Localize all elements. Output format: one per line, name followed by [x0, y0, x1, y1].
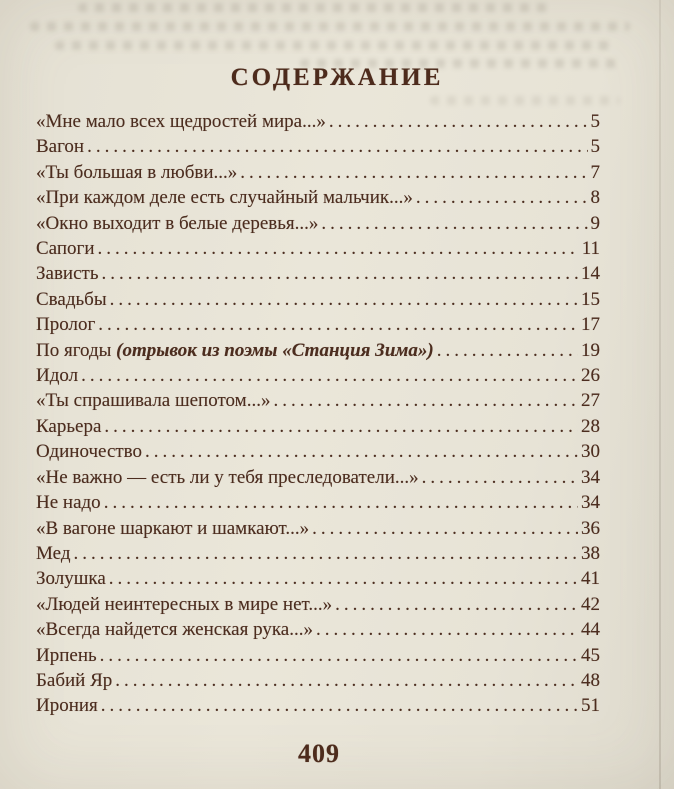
dot-leader — [437, 338, 578, 363]
toc-entry-page: 41 — [581, 568, 600, 590]
toc-entry-page: 48 — [581, 669, 600, 691]
toc-entry-page: 14 — [581, 263, 600, 285]
dot-leader — [422, 465, 578, 490]
dot-leader — [321, 211, 587, 236]
dot-leader — [101, 693, 578, 718]
toc-entry — [36, 541, 600, 566]
toc-entry-text: Пролог — [36, 314, 96, 336]
toc-entry-title — [36, 388, 270, 413]
toc-entry-page: 26 — [581, 365, 600, 387]
dot-leader — [97, 236, 578, 261]
toc-entry-title — [36, 439, 142, 464]
toc-entry-title — [36, 236, 94, 261]
dot-leader — [316, 617, 578, 642]
toc-entry-page: 11 — [581, 238, 600, 260]
toc-entry-page: 28 — [581, 415, 600, 437]
toc-entry — [36, 312, 600, 337]
toc-entry — [36, 211, 600, 236]
toc-entry-text: Ирония — [36, 695, 98, 717]
dot-leader — [87, 134, 587, 159]
dot-leader — [329, 109, 588, 134]
toc-entry-page: 38 — [581, 542, 600, 564]
dot-leader — [74, 541, 579, 566]
toc-entry-text: «Всегда найдется женская рука...» — [36, 619, 313, 641]
toc-entry-title — [36, 134, 84, 159]
toc-entry-page: 5 — [590, 136, 600, 158]
show-through-line — [78, 3, 548, 12]
toc-entry-title — [36, 668, 112, 693]
toc-entry-title — [36, 109, 326, 134]
toc-entry-page: 8 — [590, 187, 600, 209]
toc-entry — [36, 363, 600, 388]
toc-entry-text: Золушка — [36, 568, 106, 590]
toc-entry-page: 9 — [590, 212, 600, 234]
toc-entry-title — [36, 211, 318, 236]
toc-entry-title — [36, 414, 101, 439]
dot-leader — [81, 363, 578, 388]
dot-leader — [104, 414, 578, 439]
toc-entry-text: «Ты спрашивала шепотом...» — [36, 390, 271, 412]
toc-entry-text: «Ты большая в любви...» — [36, 161, 238, 183]
toc-entry — [36, 134, 600, 159]
toc-entry-text: «Людей неинтересных в мире нет...» — [36, 593, 333, 615]
show-through-line — [30, 22, 630, 31]
dot-leader — [240, 160, 587, 185]
toc-entry-title — [36, 516, 309, 541]
show-through-line — [55, 41, 615, 50]
toc-entry-title — [36, 592, 332, 617]
toc-list — [36, 109, 600, 719]
toc-entry-page: 34 — [581, 492, 600, 514]
dot-leader — [102, 261, 579, 286]
toc-entry-text: «Мне мало всех щедростей мира...» — [36, 111, 326, 132]
toc-entry-text: «Окно выходит в белые деревья...» — [36, 212, 319, 234]
toc-entry-page: 34 — [581, 466, 600, 488]
toc-entry-title — [36, 338, 434, 363]
toc-entry — [36, 439, 600, 464]
toc-entry-page: 45 — [581, 644, 600, 666]
page-title: СОДЕРЖАНИЕ — [230, 64, 444, 91]
toc-entry — [36, 160, 600, 185]
toc-entry-page: 36 — [581, 517, 600, 539]
toc-entry-italic: (отрывок из поэмы «Станция Зима») — [116, 339, 434, 361]
show-through-line — [430, 96, 620, 105]
toc-entry-title — [36, 490, 101, 515]
show-through-line — [300, 59, 620, 68]
toc-entry — [36, 643, 600, 668]
dot-leader — [416, 185, 588, 210]
toc-entry-text: «Не важно — есть ли у тебя преследователи...» — [36, 466, 419, 488]
toc-entry — [36, 490, 600, 515]
toc-entry-page: 30 — [581, 441, 600, 463]
toc-entry — [36, 287, 600, 312]
toc-entry-title — [36, 287, 107, 312]
toc-entry — [36, 693, 600, 718]
toc-entry-text: Карьера — [36, 415, 102, 437]
toc-entry-page: 51 — [581, 695, 600, 717]
toc-entry-text: «В вагоне шаркают и шамкают...» — [36, 517, 310, 539]
toc-entry — [36, 566, 600, 591]
dot-leader — [273, 388, 578, 413]
dot-leader — [335, 592, 578, 617]
toc-entry-page: 17 — [581, 314, 600, 336]
toc-entry-title — [36, 541, 71, 566]
dot-leader — [109, 566, 578, 591]
toc-entry — [36, 185, 600, 210]
toc-entry-text: Сапоги — [36, 238, 95, 260]
toc-entry-text: Одиночество — [36, 441, 143, 463]
dot-leader — [115, 668, 578, 693]
toc-entry-page: 7 — [590, 161, 600, 183]
toc-entry-title — [36, 566, 106, 591]
toc-entry-text: Бабий Яр — [36, 669, 113, 691]
toc-entry-text: Мед — [36, 542, 71, 564]
toc-entry-title — [36, 363, 78, 388]
dot-leader — [312, 516, 578, 541]
page-number: 409 — [298, 739, 340, 768]
toc-entry — [36, 465, 600, 490]
toc-entry — [36, 668, 600, 693]
dot-leader — [98, 312, 578, 337]
toc-entry — [36, 388, 600, 413]
toc-entry — [36, 236, 600, 261]
toc-entry-page: 42 — [581, 593, 600, 615]
toc-entry-page: 27 — [581, 390, 600, 412]
toc-entry-title — [36, 643, 97, 668]
dot-leader — [104, 490, 578, 515]
toc-entry-text: Свадьбы — [36, 288, 107, 310]
toc-entry-title — [36, 617, 313, 642]
toc-entry — [36, 414, 600, 439]
toc-entry-title — [36, 312, 95, 337]
toc-entry-title — [36, 693, 98, 718]
dot-leader — [110, 287, 578, 312]
toc-entry-title — [36, 465, 419, 490]
toc-entry-text: Не надо — [36, 492, 101, 514]
toc-entry — [36, 592, 600, 617]
dot-leader — [145, 439, 578, 464]
dot-leader — [100, 643, 578, 668]
toc-entry-text: Идол — [36, 365, 79, 387]
toc-entry-text: Зависть — [36, 263, 99, 285]
toc-entry — [36, 261, 600, 286]
toc-entry-text: Вагон — [36, 136, 85, 158]
toc-entry-text: Ирпень — [36, 644, 97, 666]
toc-entry-title — [36, 160, 237, 185]
toc-entry-text: По ягоды — [36, 339, 117, 361]
toc-entry-page: 15 — [581, 288, 600, 310]
page-edge-shadow — [659, 0, 661, 789]
toc-entry-title — [36, 261, 99, 286]
toc-entry-page: 19 — [581, 339, 600, 361]
toc-entry-page: 44 — [581, 619, 600, 641]
toc-entry-text: «При каждом деле есть случайный мальчик...» — [36, 187, 413, 209]
toc-entry — [36, 617, 600, 642]
toc-entry — [36, 516, 600, 541]
toc-entry-title — [36, 185, 413, 210]
toc-entry — [36, 338, 600, 363]
toc-entry-page: 5 — [590, 111, 600, 132]
toc-entry — [36, 109, 600, 134]
